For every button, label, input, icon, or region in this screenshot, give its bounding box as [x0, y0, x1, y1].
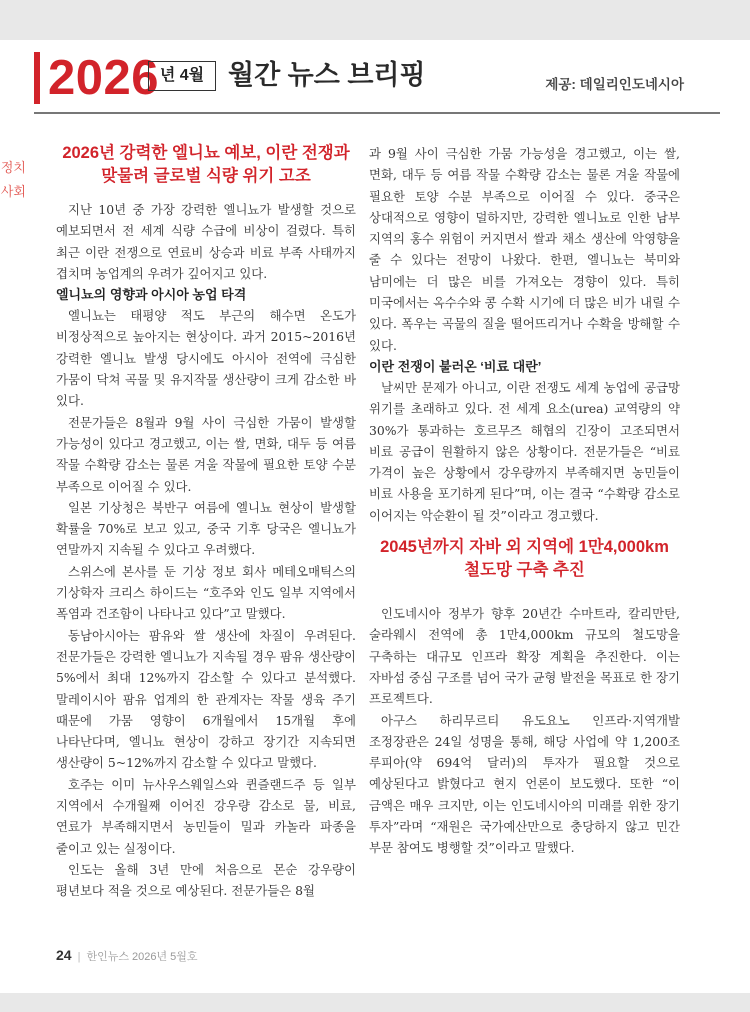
- header-year: 2026: [48, 51, 160, 105]
- category-politics: 정치: [0, 160, 26, 175]
- column-right: [369, 143, 680, 859]
- category-society: 사회: [0, 184, 26, 199]
- article1-subhead-fertilizer: 이란 전쟁이 불러온 ‘비료 대란’: [369, 358, 542, 374]
- article1-paragraph: 일본 기상청은 북반구 여름에 엘니뇨 현상이 발생할 확률을 70%로 보고 있고, 중국 기후 당국은 엘니뇨가 연말까지 지속될 수 있다고 우려했다.: [56, 499, 356, 558]
- article1-paragraph: 스위스에 본사를 둔 기상 정보 회사 메테오매틱스의 기상학자 크리스 하이드는 “호주와 인도 일부 지역에서 폭염과 건조함이 나타나고 있다”고 말했다.: [56, 563, 356, 622]
- header-provider: 제공: 데일리인도네시아: [545, 77, 684, 92]
- article1-paragraph: 지난 10년 중 가장 강력한 엘니뇨가 발생할 것으로 예보되면서 전 세계 식량 수급에 비상이 걸렸다. 특히 최근 이란 전쟁으로 연료비 상승과 비료 부족 사태까지 겹치며 농업계의 우려가 깊어지고 있다.: [56, 202, 356, 281]
- column-left: [56, 142, 356, 902]
- page-number: 24: [56, 947, 72, 963]
- article1-paragraph-continued: 과 9월 사이 극심한 가뭄 가능성을 경고했고, 이는 쌀, 면화, 대두 등 여름 작물 수확량 감소는 물론 겨울 작물에 필요한 토양 수분 부족으로 이어질 수 있다. 중국은 상대적으로 영향이 덜하지만, 강력한 엘니뇨로 인한 남부 지역의 홍수 위험이 커지면서 쌀과 채소 생산에 악영향을 줄 수 있다는 전망이 나왔다. 한편, 엘니뇨는 북미와 남미에는 더 많은 비를 가져오는 경향이 있다. 특히 미국에서는 옥수수와 콩 수확 시기에 더 많은 비가 내릴 수 있다. 폭우는 곡물의 질을 떨어뜨리거나 수확을 방해할 수 있다.: [369, 146, 680, 353]
- article2-title-line2: 철도망 구축 추진: [464, 560, 585, 579]
- article1-paragraph: 날씨만 문제가 아니고, 이란 전쟁도 세계 농업에 공급망 위기를 초래하고 있다. 전 세계 요소(urea) 교역량의 약 30%가 통과하는 호르무즈 해협의 긴장이 고조되면서 비료 공급이 원활하지 않은 상황이다. 전문가들은 “비료 가격이 높은 상황에서 강우량까지 부족해지면 농민들이 비료 사용을 포기하게 된다”며, 이는 결국 “수확량 감소로 이어지는 악순환이 될 것”이라고 경고했다.: [369, 379, 680, 523]
- article1-title-line2: 맞물려 글로벌 식량 위기 고조: [101, 166, 311, 185]
- article1-title-line1: 2026년 강력한 엘니뇨 예보, 이란 전쟁과: [62, 144, 350, 162]
- article1-title: [56, 142, 356, 187]
- footer-separator: |: [77, 951, 81, 963]
- header-accent-bar: [34, 52, 40, 104]
- article1-paragraph: 동남아시아는 팜유와 쌀 생산에 차질이 우려된다. 전문가들은 강력한 엘니뇨가 지속될 경우 팜유 생산량이 5%에서 최대 12%까지 감소할 수 있다고 분석했다. 말레이시아 팜유 업계의 한 관계자는 작물 생육 주기 때문에 가뭄 영향이 6개월에서 15개월 후에 나타난다며, 엘니뇨 현상이 강하고 장기간 지속되면 생산량이 5~12%까지 감소할 수 있다고 말했다.: [56, 627, 356, 771]
- article1-paragraph: 인도는 올해 3년 만에 처음으로 몬순 강우량이 평년보다 적을 것으로 예상된다. 전문가들은 8월: [56, 861, 356, 899]
- article2-paragraph: 인도네시아 정부가 향후 20년간 수마트라, 칼리만탄, 술라웨시 전역에 총 1만4,000km 규모의 철도망을 구축하는 대규모 인프라 확장 계획을 추진한다. 이는 자바섬 중심 구조를 넘어 국가 균형 발전을 목표로 한 장기 프로젝트다.: [369, 606, 680, 707]
- article1-paragraph: 전문가들은 8월과 9월 사이 극심한 가뭄이 발생할 가능성이 있다고 경고했고, 이는 쌀, 면화, 대두 등 여름 작물 수확량 감소는 물론 겨울 작물에 필요한 토양 수분 부족으로 이어질 수 있다.: [56, 414, 356, 494]
- header-divider: [34, 112, 720, 114]
- section-category: [0, 156, 26, 204]
- footer-issue: 한인뉴스 2026년 5월호: [86, 951, 198, 963]
- article2-paragraph: 아구스 하리무르티 유도요노 인프라·지역개발 조정장관은 24일 성명을 통해, 해당 사업에 약 1,200조 루피아(약 694억 달러)의 투자가 필요할 것으로 예상된다고 밝혔다고 현지 언론이 보도했다. 또한 “이 금액은 매우 크지만, 이는 인도네시아의 미래를 위한 장기 투자”라며 “재원은 국가예산만으로 충당하지 않고 민간 부문 참여도 병행할 것”이라고 말했다.: [369, 712, 680, 856]
- top-margin-band: [0, 0, 750, 40]
- article2-title-line1: 2045년까지 자바 외 지역에 1만4,000km: [380, 538, 669, 557]
- article1-subhead-elnino: 엘니뇨의 영향과 아시아 농업 타격: [56, 287, 247, 303]
- article1-paragraph: 엘니뇨는 태평양 적도 부근의 해수면 온도가 비정상적으로 높아지는 현상이다. 과거 2015~2016년 강력한 엘니뇨 발생 당시에도 아시아 전역에 극심한 가뭄이 닥쳐 곡물 및 유지작물 생산량이 크게 감소한 바 있다.: [56, 308, 356, 409]
- header-title: 월간 뉴스 브리핑: [228, 60, 426, 90]
- article1-paragraph: 호주는 이미 뉴사우스웨일스와 퀸즐랜드주 등 일부 지역에서 수개월째 이어진 강우량 감소로 물, 비료, 연료가 부족해지면서 농민들이 밀과 카놀라 파종을 줄이고 있는 실정이다.: [56, 776, 356, 856]
- article2-title: [369, 536, 680, 581]
- bottom-margin-band: [0, 993, 750, 1012]
- header-month-box: 년 4월: [148, 61, 216, 91]
- page-footer: [56, 946, 198, 966]
